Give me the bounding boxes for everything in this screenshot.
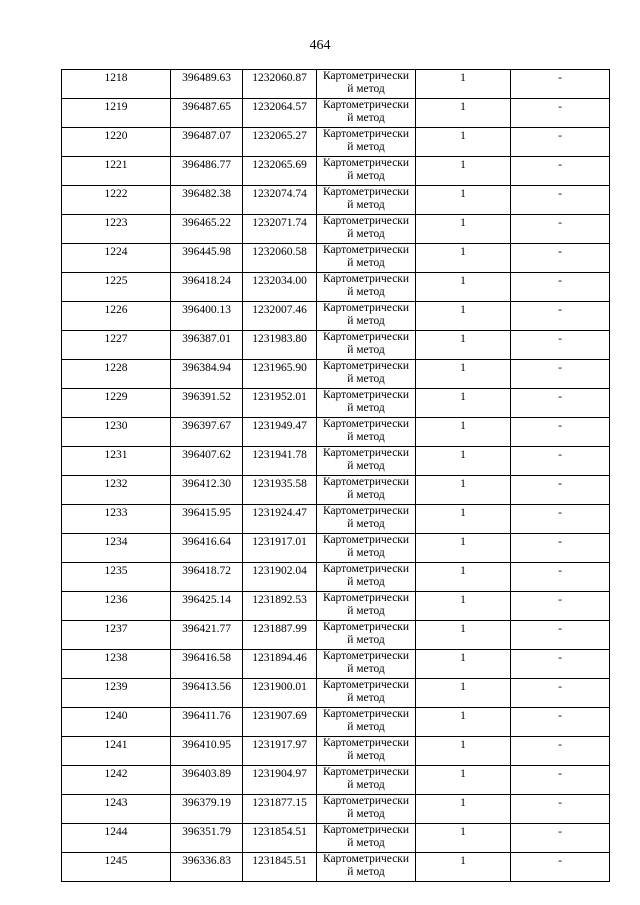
accuracy-cell: 1 (416, 621, 511, 650)
method-cell (317, 563, 416, 592)
table-row (62, 273, 610, 302)
y-coordinate-cell: 1231965.90 (243, 360, 317, 389)
point-number-cell: 1228 (62, 360, 171, 389)
method-line: й метод (347, 372, 385, 385)
note-cell: - (511, 505, 610, 534)
x-coordinate-cell: 396391.52 (171, 389, 243, 418)
method-line: й метод (347, 198, 385, 211)
point-number-cell: 1241 (62, 737, 171, 766)
table-row (62, 215, 610, 244)
note-cell: - (511, 766, 610, 795)
accuracy-cell: 1 (416, 99, 511, 128)
table-row (62, 302, 610, 331)
table-row (62, 244, 610, 273)
x-coordinate-cell: 396407.62 (171, 447, 243, 476)
table-row (62, 853, 610, 882)
point-number-cell: 1222 (62, 186, 171, 215)
method-cell (317, 389, 416, 418)
method-line: й метод (347, 807, 385, 820)
x-coordinate-cell: 396489.63 (171, 70, 243, 99)
method-line: й метод (347, 662, 385, 675)
point-number-cell: 1224 (62, 244, 171, 273)
method-cell (317, 302, 416, 331)
y-coordinate-cell: 1231877.15 (243, 795, 317, 824)
method-line: й метод (347, 285, 385, 298)
method-cell (317, 708, 416, 737)
table-row (62, 679, 610, 708)
accuracy-cell: 1 (416, 708, 511, 737)
method-line: Картометрически (322, 99, 410, 111)
point-number-cell: 1221 (62, 157, 171, 186)
method-line: й метод (347, 111, 385, 124)
note-cell: - (511, 650, 610, 679)
accuracy-cell: 1 (416, 128, 511, 157)
method-line: й метод (347, 691, 385, 704)
method-line: Картометрически (322, 563, 410, 575)
x-coordinate-cell: 396421.77 (171, 621, 243, 650)
x-coordinate-cell: 396412.30 (171, 476, 243, 505)
method-cell (317, 824, 416, 853)
table-row (62, 476, 610, 505)
point-number-cell: 1233 (62, 505, 171, 534)
method-line: Картометрически (322, 534, 410, 546)
method-line: Картометрически (322, 737, 410, 749)
method-cell (317, 737, 416, 766)
point-number-cell: 1229 (62, 389, 171, 418)
accuracy-cell: 1 (416, 447, 511, 476)
method-line: Картометрически (322, 273, 410, 285)
y-coordinate-cell: 1231892.53 (243, 592, 317, 621)
method-cell (317, 273, 416, 302)
accuracy-cell: 1 (416, 824, 511, 853)
y-coordinate-cell: 1231952.01 (243, 389, 317, 418)
point-number-cell: 1230 (62, 418, 171, 447)
note-cell: - (511, 476, 610, 505)
note-cell: - (511, 331, 610, 360)
y-coordinate-cell: 1232074.74 (243, 186, 317, 215)
accuracy-cell: 1 (416, 592, 511, 621)
point-number-cell: 1227 (62, 331, 171, 360)
x-coordinate-cell: 396425.14 (171, 592, 243, 621)
note-cell: - (511, 737, 610, 766)
note-cell: - (511, 534, 610, 563)
x-coordinate-cell: 396487.65 (171, 99, 243, 128)
table-row (62, 505, 610, 534)
x-coordinate-cell: 396351.79 (171, 824, 243, 853)
y-coordinate-cell: 1231894.46 (243, 650, 317, 679)
accuracy-cell: 1 (416, 766, 511, 795)
point-number-cell: 1239 (62, 679, 171, 708)
method-line: й метод (347, 401, 385, 414)
method-line: й метод (347, 82, 385, 95)
method-line: Картометрически (322, 766, 410, 778)
method-line: Картометрически (322, 679, 410, 691)
x-coordinate-cell: 396411.76 (171, 708, 243, 737)
method-line: Картометрически (322, 128, 410, 140)
x-coordinate-cell: 396445.98 (171, 244, 243, 273)
accuracy-cell: 1 (416, 853, 511, 882)
table-row (62, 621, 610, 650)
y-coordinate-cell: 1232034.00 (243, 273, 317, 302)
accuracy-cell: 1 (416, 534, 511, 563)
page-number: 464 (309, 38, 331, 53)
table-row (62, 99, 610, 128)
method-line: й метод (347, 778, 385, 791)
x-coordinate-cell: 396413.56 (171, 679, 243, 708)
method-cell (317, 766, 416, 795)
x-coordinate-cell: 396384.94 (171, 360, 243, 389)
y-coordinate-cell: 1231902.04 (243, 563, 317, 592)
method-line: Картометрически (322, 795, 410, 807)
method-cell (317, 795, 416, 824)
method-line: й метод (347, 430, 385, 443)
note-cell: - (511, 563, 610, 592)
table-row (62, 447, 610, 476)
x-coordinate-cell: 396486.77 (171, 157, 243, 186)
method-cell (317, 650, 416, 679)
table-row (62, 157, 610, 186)
x-coordinate-cell: 396416.64 (171, 534, 243, 563)
accuracy-cell: 1 (416, 563, 511, 592)
point-number-cell: 1220 (62, 128, 171, 157)
x-coordinate-cell: 396465.22 (171, 215, 243, 244)
y-coordinate-cell: 1231917.97 (243, 737, 317, 766)
method-line: Картометрически (322, 360, 410, 372)
note-cell: - (511, 244, 610, 273)
point-number-cell: 1240 (62, 708, 171, 737)
x-coordinate-cell: 396416.58 (171, 650, 243, 679)
method-line: й метод (347, 169, 385, 182)
point-number-cell: 1236 (62, 592, 171, 621)
point-number-cell: 1243 (62, 795, 171, 824)
x-coordinate-cell: 396410.95 (171, 737, 243, 766)
y-coordinate-cell: 1232064.57 (243, 99, 317, 128)
method-line: Картометрически (322, 853, 410, 865)
method-cell (317, 592, 416, 621)
point-number-cell: 1232 (62, 476, 171, 505)
note-cell: - (511, 418, 610, 447)
table-row (62, 824, 610, 853)
table-row (62, 563, 610, 592)
note-cell: - (511, 128, 610, 157)
accuracy-cell: 1 (416, 650, 511, 679)
point-number-cell: 1225 (62, 273, 171, 302)
table-row (62, 737, 610, 766)
method-line: й метод (347, 836, 385, 849)
note-cell: - (511, 679, 610, 708)
y-coordinate-cell: 1231949.47 (243, 418, 317, 447)
method-line: й метод (347, 575, 385, 588)
method-line: й метод (347, 720, 385, 733)
note-cell: - (511, 273, 610, 302)
method-cell (317, 853, 416, 882)
method-line: й метод (347, 140, 385, 153)
y-coordinate-cell: 1231900.01 (243, 679, 317, 708)
method-cell (317, 128, 416, 157)
note-cell: - (511, 360, 610, 389)
method-cell (317, 331, 416, 360)
accuracy-cell: 1 (416, 505, 511, 534)
accuracy-cell: 1 (416, 70, 511, 99)
method-line: й метод (347, 604, 385, 617)
method-line: Картометрически (322, 302, 410, 314)
point-number-cell: 1237 (62, 621, 171, 650)
method-line: й метод (347, 633, 385, 646)
method-cell (317, 186, 416, 215)
x-coordinate-cell: 396397.67 (171, 418, 243, 447)
method-cell (317, 360, 416, 389)
method-line: й метод (347, 865, 385, 878)
method-cell (317, 447, 416, 476)
note-cell: - (511, 795, 610, 824)
method-line: й метод (347, 256, 385, 269)
y-coordinate-cell: 1232060.87 (243, 70, 317, 99)
method-line: Картометрически (322, 244, 410, 256)
point-number-cell: 1235 (62, 563, 171, 592)
method-line: й метод (347, 488, 385, 501)
table-row (62, 708, 610, 737)
method-cell (317, 244, 416, 273)
y-coordinate-cell: 1231845.51 (243, 853, 317, 882)
y-coordinate-cell: 1231924.47 (243, 505, 317, 534)
accuracy-cell: 1 (416, 795, 511, 824)
table-row (62, 592, 610, 621)
y-coordinate-cell: 1232071.74 (243, 215, 317, 244)
accuracy-cell: 1 (416, 476, 511, 505)
note-cell: - (511, 389, 610, 418)
accuracy-cell: 1 (416, 389, 511, 418)
table-row (62, 650, 610, 679)
method-line: Картометрически (322, 621, 410, 633)
method-line: й метод (347, 227, 385, 240)
table-row (62, 418, 610, 447)
note-cell: - (511, 186, 610, 215)
y-coordinate-cell: 1232060.58 (243, 244, 317, 273)
method-line: й метод (347, 343, 385, 356)
y-coordinate-cell: 1231983.80 (243, 331, 317, 360)
y-coordinate-cell: 1232065.27 (243, 128, 317, 157)
table-row (62, 360, 610, 389)
table-row (62, 389, 610, 418)
method-line: Картометрически (322, 157, 410, 169)
point-number-cell: 1223 (62, 215, 171, 244)
method-cell (317, 621, 416, 650)
method-line: Картометрически (322, 389, 410, 401)
x-coordinate-cell: 396482.38 (171, 186, 243, 215)
method-cell (317, 70, 416, 99)
note-cell: - (511, 302, 610, 331)
table-row (62, 128, 610, 157)
point-number-cell: 1218 (62, 70, 171, 99)
note-cell: - (511, 592, 610, 621)
method-line: Картометрически (322, 592, 410, 604)
method-line: Картометрически (322, 824, 410, 836)
note-cell: - (511, 621, 610, 650)
note-cell: - (511, 824, 610, 853)
table-row (62, 534, 610, 563)
table-row (62, 186, 610, 215)
y-coordinate-cell: 1231907.69 (243, 708, 317, 737)
method-cell (317, 215, 416, 244)
table-row (62, 795, 610, 824)
y-coordinate-cell: 1231887.99 (243, 621, 317, 650)
x-coordinate-cell: 396418.72 (171, 563, 243, 592)
note-cell: - (511, 708, 610, 737)
method-cell (317, 418, 416, 447)
method-line: й метод (347, 517, 385, 530)
y-coordinate-cell: 1232065.69 (243, 157, 317, 186)
y-coordinate-cell: 1232007.46 (243, 302, 317, 331)
point-number-cell: 1242 (62, 766, 171, 795)
note-cell: - (511, 157, 610, 186)
method-cell (317, 99, 416, 128)
x-coordinate-cell: 396400.13 (171, 302, 243, 331)
accuracy-cell: 1 (416, 186, 511, 215)
accuracy-cell: 1 (416, 737, 511, 766)
point-number-cell: 1231 (62, 447, 171, 476)
x-coordinate-cell: 396487.07 (171, 128, 243, 157)
table-row (62, 331, 610, 360)
note-cell: - (511, 99, 610, 128)
point-number-cell: 1226 (62, 302, 171, 331)
note-cell: - (511, 215, 610, 244)
y-coordinate-cell: 1231935.58 (243, 476, 317, 505)
method-line: й метод (347, 546, 385, 559)
y-coordinate-cell: 1231904.97 (243, 766, 317, 795)
table-row (62, 766, 610, 795)
note-cell: - (511, 70, 610, 99)
x-coordinate-cell: 396403.89 (171, 766, 243, 795)
y-coordinate-cell: 1231854.51 (243, 824, 317, 853)
method-line: й метод (347, 749, 385, 762)
method-line: й метод (347, 314, 385, 327)
x-coordinate-cell: 396415.95 (171, 505, 243, 534)
method-line: Картометрически (322, 476, 410, 488)
accuracy-cell: 1 (416, 331, 511, 360)
table-body (62, 70, 610, 882)
method-line: Картометрически (322, 331, 410, 343)
point-number-cell: 1238 (62, 650, 171, 679)
accuracy-cell: 1 (416, 418, 511, 447)
method-cell (317, 679, 416, 708)
accuracy-cell: 1 (416, 360, 511, 389)
y-coordinate-cell: 1231917.01 (243, 534, 317, 563)
table-row (62, 70, 610, 99)
x-coordinate-cell: 396336.83 (171, 853, 243, 882)
method-line: Картометрически (322, 215, 410, 227)
method-line: Картометрически (322, 418, 410, 430)
coordinates-table (61, 69, 610, 882)
x-coordinate-cell: 396379.19 (171, 795, 243, 824)
point-number-cell: 1234 (62, 534, 171, 563)
method-line: Картометрически (322, 447, 410, 459)
point-number-cell: 1244 (62, 824, 171, 853)
y-coordinate-cell: 1231941.78 (243, 447, 317, 476)
note-cell: - (511, 447, 610, 476)
method-line: Картометрически (322, 186, 410, 198)
method-line: й метод (347, 459, 385, 472)
point-number-cell: 1245 (62, 853, 171, 882)
accuracy-cell: 1 (416, 302, 511, 331)
accuracy-cell: 1 (416, 157, 511, 186)
accuracy-cell: 1 (416, 215, 511, 244)
method-cell (317, 505, 416, 534)
x-coordinate-cell: 396387.01 (171, 331, 243, 360)
method-cell (317, 534, 416, 563)
accuracy-cell: 1 (416, 273, 511, 302)
point-number-cell: 1219 (62, 99, 171, 128)
accuracy-cell: 1 (416, 679, 511, 708)
note-cell: - (511, 853, 610, 882)
x-coordinate-cell: 396418.24 (171, 273, 243, 302)
accuracy-cell: 1 (416, 244, 511, 273)
method-line: Картометрически (322, 70, 410, 82)
method-cell (317, 157, 416, 186)
method-line: Картометрически (322, 505, 410, 517)
method-cell (317, 476, 416, 505)
method-line: Картометрически (322, 650, 410, 662)
method-line: Картометрически (322, 708, 410, 720)
